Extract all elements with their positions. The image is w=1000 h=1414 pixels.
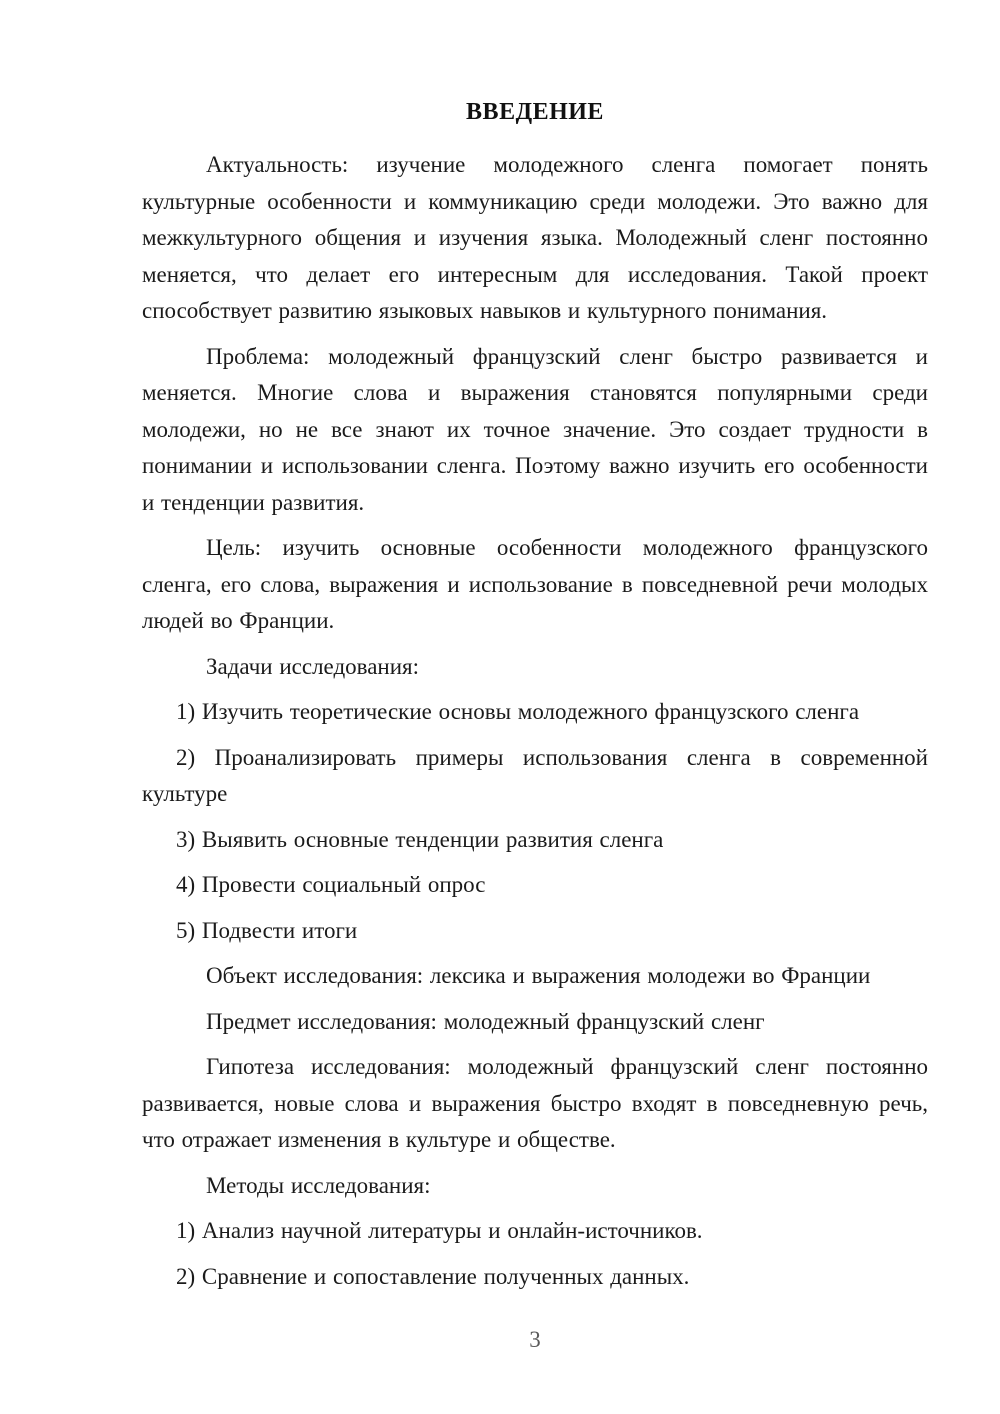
paragraph-tsel: Цель: изучить основные особенности молодежного французского сленга, его слова, выражения и использование в повседневной речи молодых людей во Франции. xyxy=(142,535,928,633)
list-item-task-3: 3) Выявить основные тенденции развития сленга xyxy=(176,826,664,852)
paragraph-obekt: Объект исследования: лексика и выражения молодежи во Франции xyxy=(206,963,871,988)
list-item-task-5: 5) Подвести итоги xyxy=(176,917,358,943)
page-number: 3 xyxy=(529,1327,541,1352)
list-item-method-1: 1) Анализ научной литературы и онлайн-источников. xyxy=(176,1218,703,1243)
page-title: ВВЕДЕНИЕ xyxy=(466,99,604,125)
list-item-task-1: 1) Изучить теоретические основы молодежного французского сленга xyxy=(176,699,860,724)
paragraph-zadachi-label: Задачи исследования: xyxy=(206,653,420,679)
list-item-task-4: 4) Провести социальный опрос xyxy=(176,872,486,897)
paragraph-aktualnost: Актуальность: изучение молодежного сленга помогает понять культурные особенности и коммуникацию среди молодежи. Это важно для межкультурного общения и изучения языка. Молодежный сленг постоянно меняется, что делает его интересным для исследования. Такой проект способствует развитию языковых навыков и культурного понимания. xyxy=(142,152,928,323)
paragraph-gipoteza: Гипотеза исследования: молодежный французский сленг постоянно развивается, новые слова и выражения быстро входят в повседневную речь, что отражает изменения в культуре и обществе. xyxy=(142,1054,928,1152)
list-item-method-2: 2) Сравнение и сопоставление полученных данных. xyxy=(176,1263,690,1289)
paragraph-predmet: Предмет исследования: молодежный французский сленг xyxy=(206,1008,765,1034)
paragraph-problema: Проблема: молодежный французский сленг быстро развивается и меняется. Многие слова и выражения становятся популярными среди молодежи, но не все знают их точное значение. Это создает трудности в понимании и использовании сленга. Поэтому важно изучить его особенности и тенденции развития. xyxy=(142,343,928,515)
page-content xyxy=(142,94,928,1304)
list-item-task-2: 2) Проанализировать примеры использования сленга в современной культуре xyxy=(142,744,928,806)
paragraph-metody-label: Методы исследования: xyxy=(206,1172,431,1198)
